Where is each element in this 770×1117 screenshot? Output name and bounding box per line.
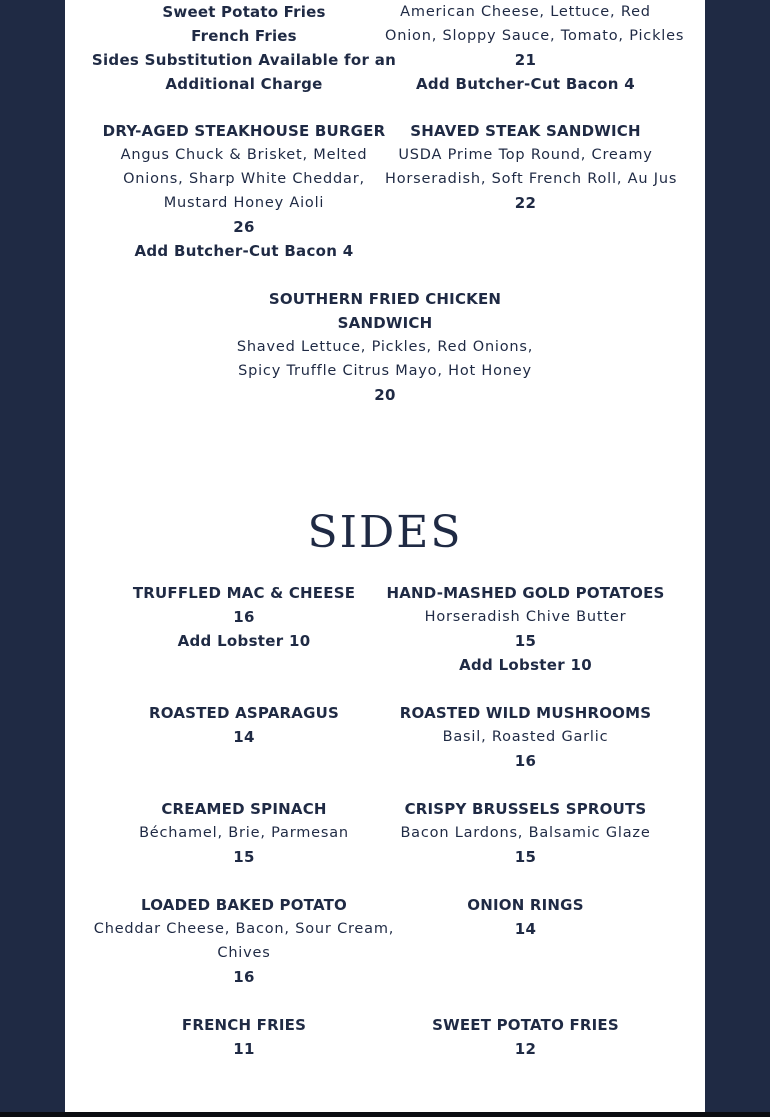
item-name: SWEET POTATO FRIES (432, 1016, 619, 1034)
side-item (385, 893, 666, 941)
item-name: CREAMED SPINACH (161, 800, 327, 818)
item-description: Horseradish, Soft French Roll, Au Jus (385, 171, 678, 187)
item-price: 21 (514, 51, 537, 69)
item-addon: Add Lobster 10 (459, 656, 592, 674)
item-addon: Add Butcher-Cut Bacon 4 (415, 75, 636, 93)
menu-item-fried-chicken (235, 287, 535, 407)
item-price: 15 (233, 848, 255, 866)
item-description: Onion, Sloppy Sauce, Tomato, Pickles (385, 28, 685, 44)
side-item (90, 1013, 398, 1061)
item-price: 11 (233, 1040, 255, 1058)
item-price: 16 (233, 968, 255, 986)
item-price: 20 (374, 386, 396, 404)
item-description: USDA Prime Top Round, Creamy (398, 147, 653, 163)
carryover-line: Sweet Potato Fries (162, 3, 326, 21)
sides-substitution-block (90, 0, 398, 96)
item-name: HAND-MASHED GOLD POTATOES (386, 584, 665, 602)
item-name: SANDWICH (337, 314, 433, 332)
item-description: Béchamel, Brie, Parmesan (139, 825, 349, 841)
item-price: 22 (514, 194, 537, 212)
item-name: ROASTED WILD MUSHROOMS (399, 704, 652, 722)
item-price: 15 (514, 632, 537, 650)
side-item (385, 797, 666, 869)
item-description: Shaved Lettuce, Pickles, Red Onions, (236, 339, 534, 355)
item-description: Angus Chuck & Brisket, Melted (120, 147, 368, 163)
item-name: FRENCH FRIES (181, 1016, 307, 1034)
carryover-line: Additional Charge (165, 75, 323, 93)
side-item (90, 797, 398, 869)
item-description: Horseradish Chive Butter (424, 609, 627, 625)
carryover-item (385, 0, 685, 96)
item-name: ONION RINGS (467, 896, 584, 914)
side-item (385, 701, 666, 773)
item-price: 16 (233, 608, 255, 626)
item-addon: Add Lobster 10 (177, 632, 311, 650)
carryover-line: French Fries (191, 27, 297, 45)
menu-item-shaved-steak (385, 119, 678, 215)
side-item (385, 1013, 666, 1061)
section-title-sides: SIDES (307, 507, 463, 558)
side-item (385, 581, 666, 677)
item-price: 14 (514, 920, 537, 938)
item-price: 15 (514, 848, 537, 866)
item-name: SOUTHERN FRIED CHICKEN (268, 290, 502, 308)
item-name: CRISPY BRUSSELS SPROUTS (404, 800, 647, 818)
item-description: Bacon Lardons, Balsamic Glaze (400, 825, 651, 841)
item-name: ROASTED ASPARAGUS (149, 704, 339, 722)
item-price: 26 (233, 218, 255, 236)
menu-page (65, 0, 705, 1112)
bottom-edge (0, 1112, 770, 1117)
item-addon: Add Butcher-Cut Bacon 4 (134, 242, 354, 260)
item-description: Mustard Honey Aioli (163, 195, 325, 211)
carryover-line: Sides Substitution Available for an (91, 51, 397, 69)
item-description: Onions, Sharp White Cheddar, (123, 171, 365, 187)
item-price: 12 (514, 1040, 537, 1058)
item-name: SHAVED STEAK SANDWICH (410, 122, 641, 140)
item-price: 16 (514, 752, 537, 770)
side-item (90, 701, 398, 749)
item-description: Cheddar Cheese, Bacon, Sour Cream, (93, 921, 395, 937)
menu-item-steakhouse-burger (90, 119, 398, 263)
item-description: Spicy Truffle Citrus Mayo, Hot Honey (238, 363, 532, 379)
item-name: DRY-AGED STEAKHOUSE BURGER (102, 122, 386, 140)
item-description: American Cheese, Lettuce, Red (400, 4, 651, 20)
side-item (90, 581, 398, 653)
item-description: Basil, Roasted Garlic (442, 729, 609, 745)
side-item (90, 893, 398, 989)
item-name: LOADED BAKED POTATO (141, 896, 347, 914)
item-description: Chives (217, 945, 271, 961)
item-name: TRUFFLED MAC & CHEESE (132, 584, 356, 602)
item-price: 14 (233, 728, 255, 746)
